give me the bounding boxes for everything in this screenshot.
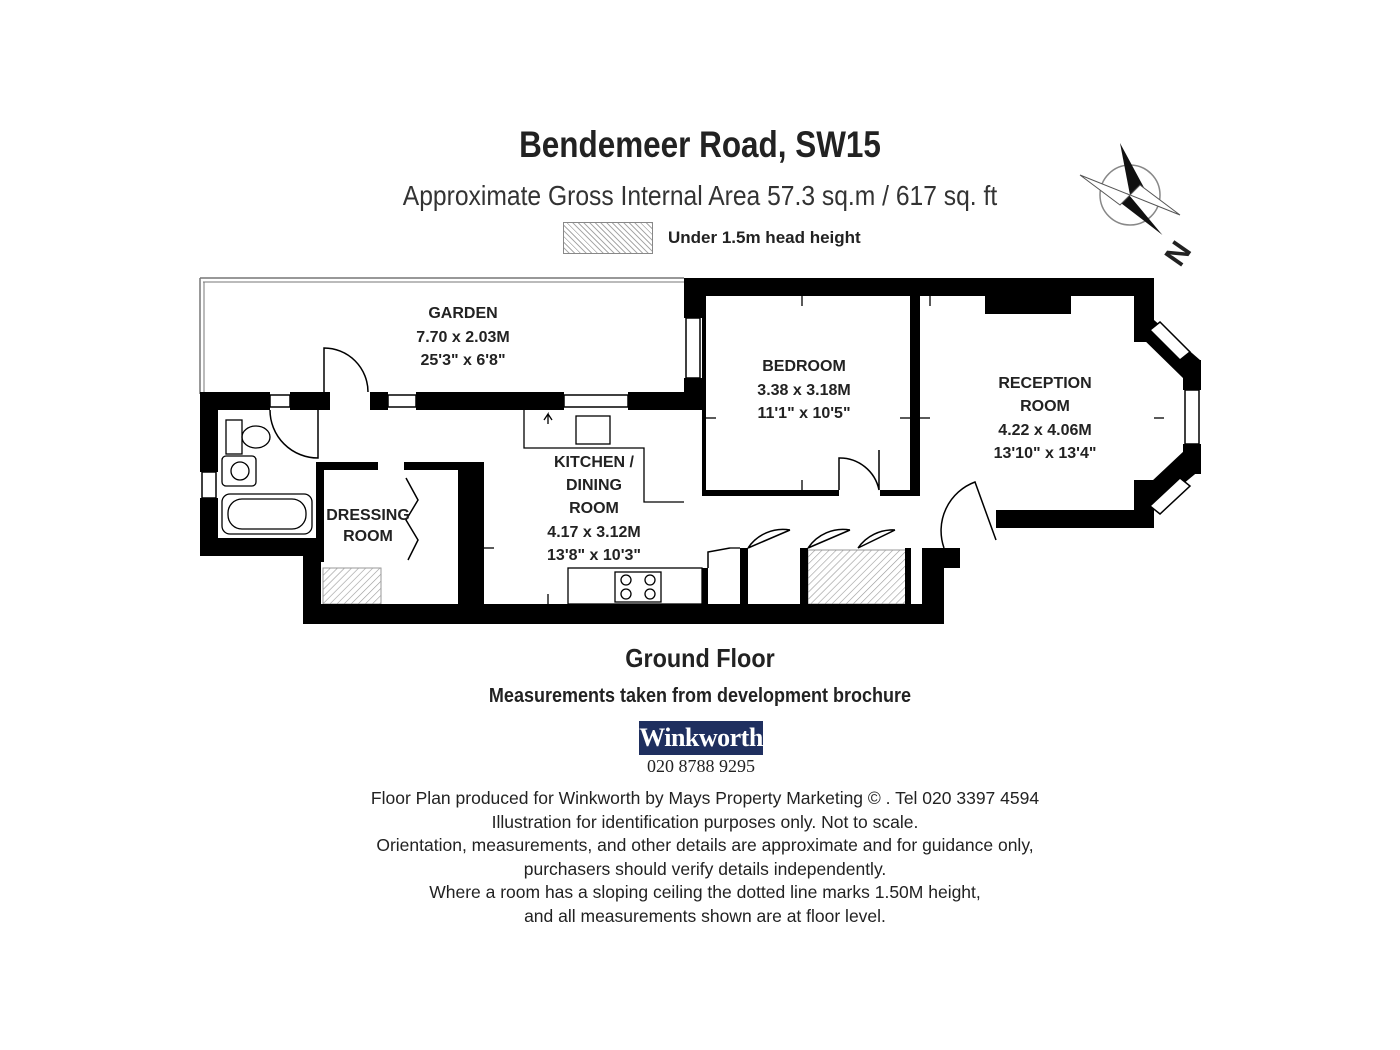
reception-name-1: RECEPTION (998, 375, 1092, 392)
agent-logo: Winkworth (639, 721, 763, 755)
floor-label: Ground Floor (625, 643, 775, 673)
page-title: Bendemeer Road, SW15 (519, 124, 881, 165)
disclaimer-line: purchasers should verify details independently. (523, 858, 887, 879)
disclaimer-line: Illustration for identification purposes only. Not to scale. (491, 811, 919, 832)
agent-phone: 020 8788 9295 (647, 756, 755, 776)
kitchen-name-1: KITCHEN / (554, 454, 634, 471)
bedroom-imperial: 11'1" x 10'5" (757, 405, 851, 422)
kitchen-imperial: 13'8" x 10'3" (547, 547, 641, 564)
toilet-cistern-icon (226, 420, 242, 454)
disclaimer-line: Floor Plan produced for Winkworth by Mays Property Marketing © . Tel 020 3397 4594 (370, 788, 1040, 808)
dressing-name-2: ROOM (343, 528, 393, 545)
kitchen-name-2: DINING (566, 477, 622, 494)
disclaimer-line: Orientation, measurements, and other details are approximate and for guidance only, (376, 835, 1034, 856)
disclaimer-line: and all measurements shown are at floor level. (524, 905, 886, 926)
legend-label: Under 1.5m head height (668, 228, 861, 247)
area-subtitle: Approximate Gross Internal Area 57.3 sq.m / 617 sq. ft (402, 180, 998, 211)
reception-metric: 4.22 x 4.06M (998, 422, 1092, 439)
hatch-area-dressing (323, 568, 381, 604)
compass-letter: N (1158, 235, 1199, 273)
bedroom-name: BEDROOM (762, 358, 846, 375)
bedroom-metric: 3.38 x 3.18M (757, 382, 851, 399)
basin-icon (222, 456, 256, 486)
kitchen-name-3: ROOM (569, 500, 619, 517)
garden-metric: 7.70 x 2.03M (416, 329, 510, 346)
kitchen-counter (568, 568, 702, 604)
toilet-icon (242, 426, 270, 448)
dressing-name-1: DRESSING (326, 507, 410, 524)
garden-imperial: 25'3" x 6'8" (420, 352, 506, 369)
disclaimer-line: Where a room has a sloping ceiling the dotted line marks 1.50M height, (429, 882, 981, 903)
reception-imperial: 13'10" x 13'4" (993, 445, 1097, 462)
sink-icon (576, 416, 610, 444)
reception-name-2: ROOM (1020, 398, 1070, 415)
disclaimer (0, 787, 1400, 929)
windows (202, 318, 1199, 514)
brochure-note: Measurements taken from development brochure (488, 685, 912, 707)
hatch-area-storage (808, 550, 908, 604)
garden-name: GARDEN (428, 305, 498, 322)
kitchen-metric: 4.17 x 3.12M (547, 524, 641, 541)
